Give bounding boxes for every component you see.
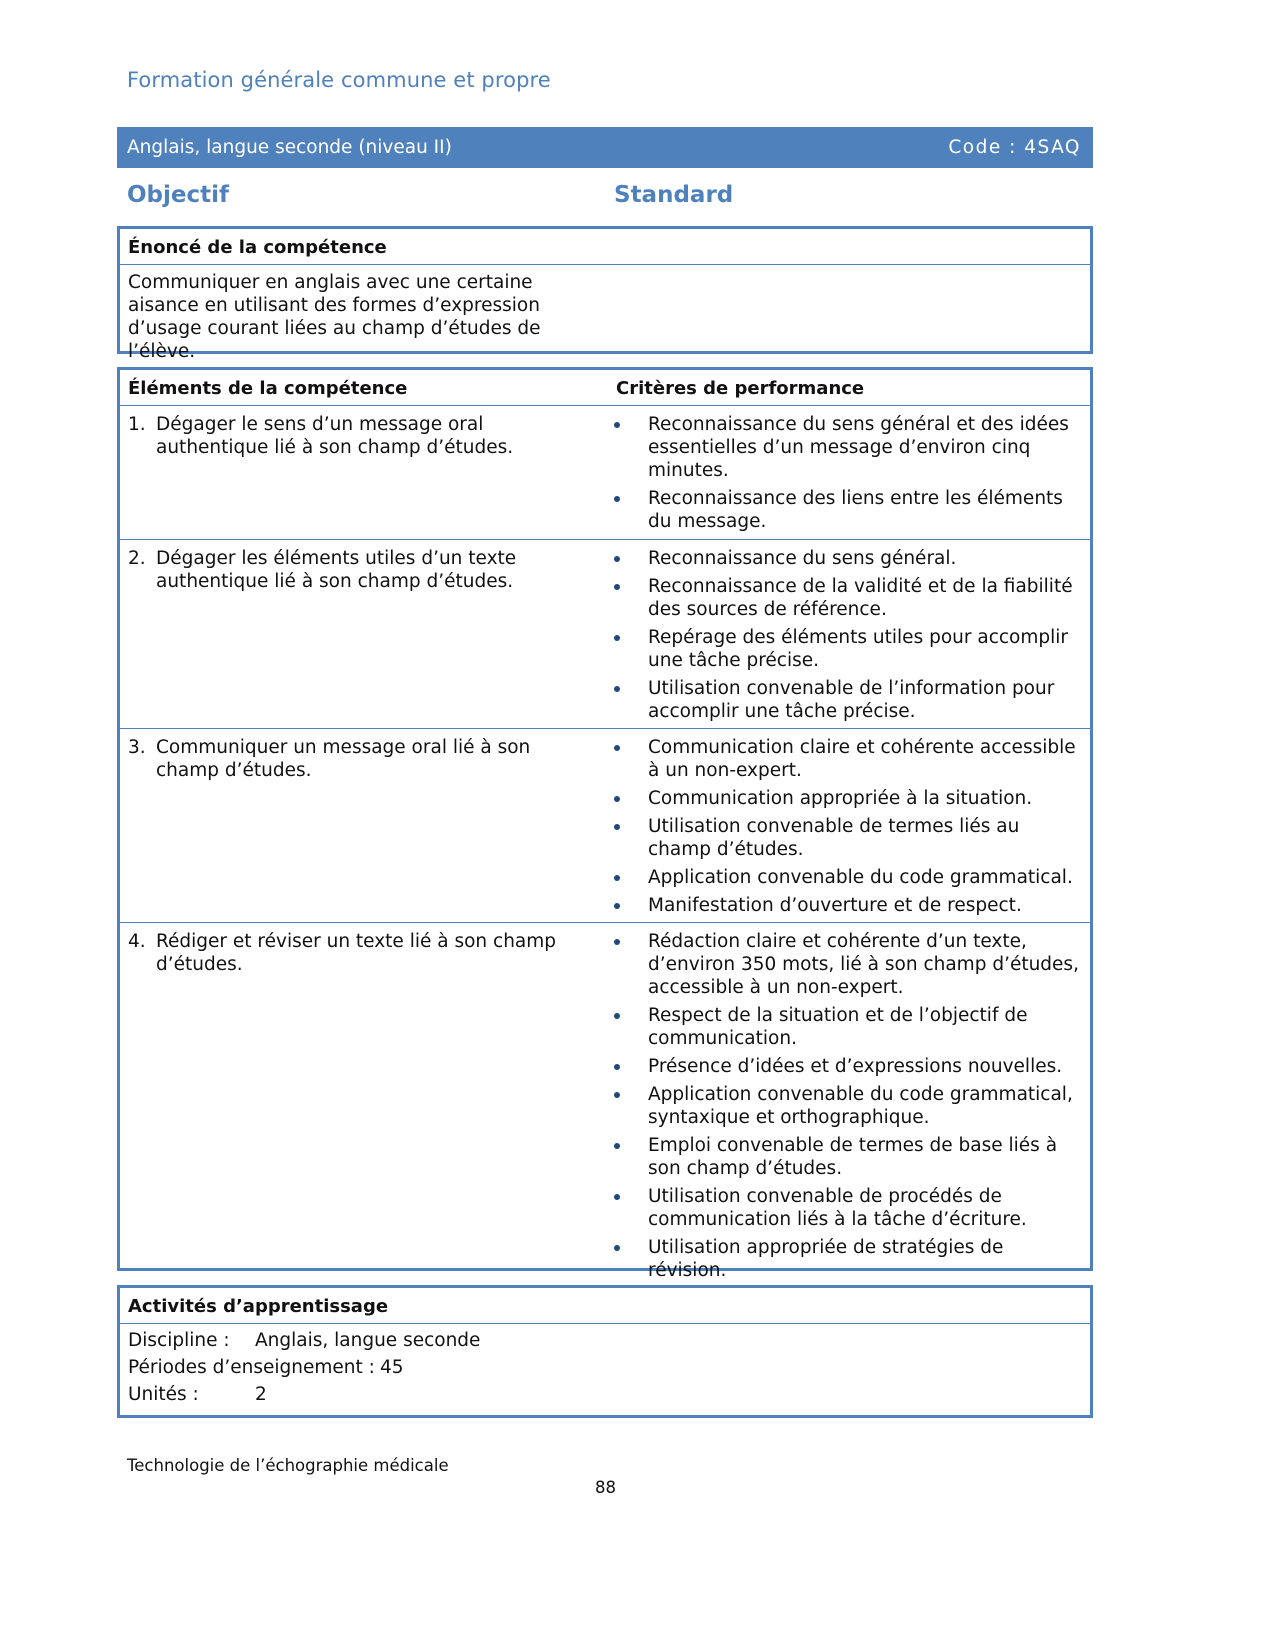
bullet-icon (607, 894, 648, 917)
enonce-box (117, 226, 1093, 362)
enonce-title: Énoncé de la compétence (128, 237, 387, 258)
bullet-icon (607, 1134, 648, 1180)
table-row (120, 406, 1090, 540)
bullet-icon (607, 487, 648, 533)
criteria-item: Application convenable du code grammatical, syntaxique et orthographique. (607, 1083, 1082, 1129)
criteria-item: Application convenable du code grammatical. (607, 866, 1082, 889)
unites-label: Unités : (128, 1384, 199, 1405)
standard-heading: Standard (614, 182, 734, 208)
bullet-icon (607, 413, 648, 482)
unites-value: 2 (255, 1384, 267, 1405)
bullet-icon (607, 1236, 648, 1282)
activites-title: Activités d’apprentissage (128, 1296, 389, 1317)
elements-table (117, 367, 1093, 1281)
element-number: 4. (128, 931, 146, 952)
element-number: 1. (128, 414, 146, 435)
activites-box (117, 1285, 1093, 1418)
discipline-label: Discipline : (128, 1330, 230, 1351)
criteria-item: Utilisation appropriée de stratégies de révision. (607, 1236, 1082, 1282)
table-row (120, 729, 1090, 923)
criteria-item: Reconnaissance de la validité et de la fiabilité des sources de référence. (607, 575, 1082, 621)
periodes-line (128, 1354, 1082, 1381)
bullet-icon (607, 866, 648, 889)
course-code: Code : 4SAQ (948, 137, 1081, 158)
bullet-icon (607, 575, 648, 621)
criteria-item: Utilisation convenable de l’information pour accomplir une tâche précise. (607, 677, 1082, 723)
criteria-item: Présence d’idées et d’expressions nouvelles. (607, 1055, 1082, 1078)
table-row (120, 923, 1090, 1281)
element-text: Dégager les éléments utiles d’un texte authentique lié à son champ d’études. (156, 548, 517, 592)
course-header-bar (117, 127, 1093, 168)
discipline-line (128, 1327, 1082, 1354)
enonce-text: Communiquer en anglais avec une certaine aisance en utilisant des formes d’expression d’usage courant liées au champ d’études de l’élève. (128, 272, 541, 362)
criteria-item: Reconnaissance des liens entre les éléments du message. (607, 487, 1082, 533)
periodes-label: Périodes d’enseignement : (128, 1357, 375, 1378)
criteria-item: Rédaction claire et cohérente d’un texte, d’environ 350 mots, lié à son champ d’études, accessible à un non-expert. (607, 930, 1082, 999)
bullet-icon (607, 787, 648, 810)
elements-column-header: Éléments de la compétence (128, 378, 408, 399)
criteria-item: Utilisation convenable de procédés de communication liés à la tâche d’écriture. (607, 1185, 1082, 1231)
bullet-icon (607, 626, 648, 672)
bullet-icon (607, 815, 648, 861)
discipline-value: Anglais, langue seconde (255, 1330, 481, 1351)
enonce-header (120, 229, 1090, 265)
page-number: 88 (595, 1478, 616, 1497)
table-row (120, 540, 1090, 729)
element-text: Communiquer un message oral lié à son champ d’études. (156, 737, 531, 781)
activites-header (120, 1288, 1090, 1324)
element-number: 3. (128, 737, 146, 758)
criteria-item: Reconnaissance du sens général et des idées essentielles d’un message d’environ cinq minutes. (607, 413, 1082, 482)
bullet-icon (607, 1004, 648, 1050)
bullet-icon (607, 1185, 648, 1231)
bullet-icon (607, 930, 648, 999)
element-number: 2. (128, 548, 146, 569)
criteria-item: Manifestation d’ouverture et de respect. (607, 894, 1082, 917)
periodes-value: 45 (380, 1357, 404, 1378)
footer-program-title: Technologie de l’échographie médicale (127, 1456, 449, 1475)
criteria-item: Reconnaissance du sens général. (607, 547, 1082, 570)
criteria-item: Respect de la situation et de l’objectif de communication. (607, 1004, 1082, 1050)
criteria-item: Communication claire et cohérente accessible à un non-expert. (607, 736, 1082, 782)
bullet-icon (607, 547, 648, 570)
criteria-item: Utilisation convenable de termes liés au champ d’études. (607, 815, 1082, 861)
objectif-heading: Objectif (127, 182, 230, 208)
element-text: Rédiger et réviser un texte lié à son champ d’études. (156, 931, 557, 975)
criteria-item: Communication appropriée à la situation. (607, 787, 1082, 810)
unites-line (128, 1381, 1082, 1408)
section-title: Formation générale commune et propre (127, 68, 551, 92)
bullet-icon (607, 1083, 648, 1129)
criteres-column-header: Critères de performance (616, 378, 865, 399)
course-name: Anglais, langue seconde (niveau II) (127, 137, 452, 158)
criteria-item: Emploi convenable de termes de base liés à son champ d’études. (607, 1134, 1082, 1180)
bullet-icon (607, 736, 648, 782)
element-text: Dégager le sens d’un message oral authentique lié à son champ d’études. (156, 414, 514, 458)
criteria-item: Repérage des éléments utiles pour accomplir une tâche précise. (607, 626, 1082, 672)
bullet-icon (607, 1055, 648, 1078)
elements-table-header (120, 370, 1090, 406)
bullet-icon (607, 677, 648, 723)
